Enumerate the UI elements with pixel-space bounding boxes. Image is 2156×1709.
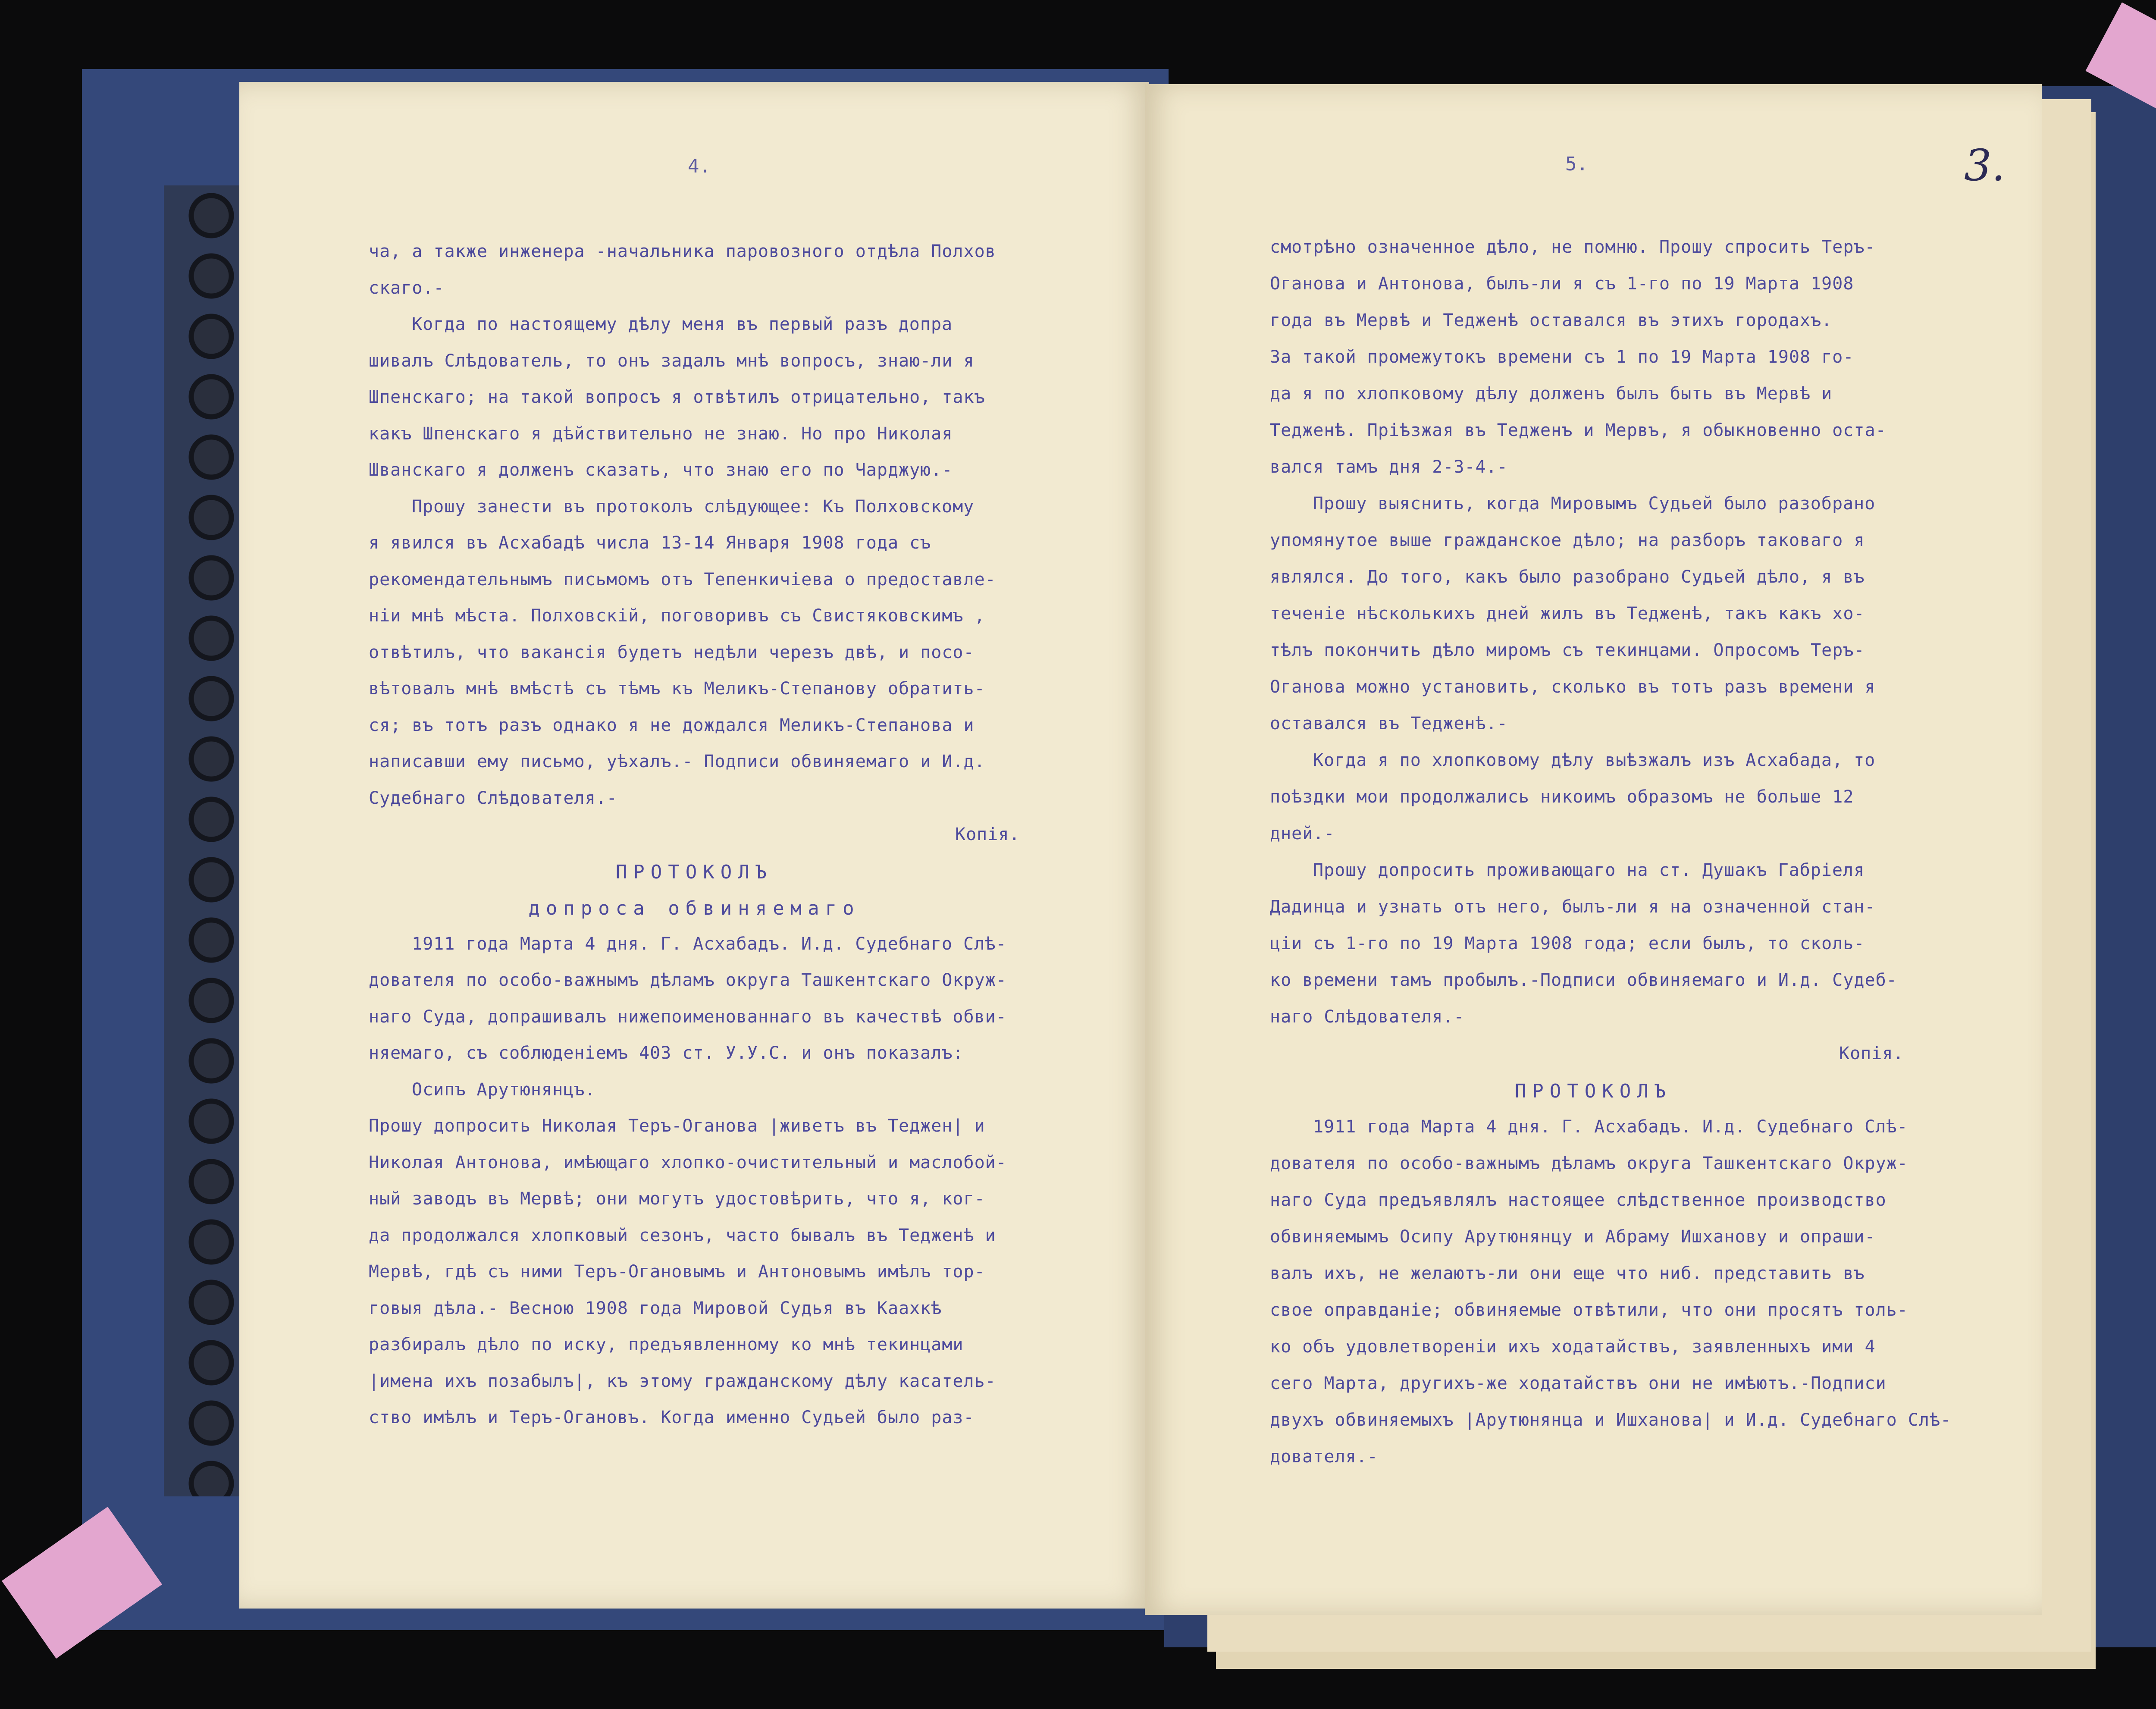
text-line: рекомендательнымъ письмомъ отъ Тепенкичiева о предоставле- [369,569,996,590]
text-line: няемаго, съ соблюденiемъ 403 ст. У.У.С. и онъ показалъ: [369,1043,964,1063]
text-line: Прошу допросить проживающаго на ст. Душакъ Габрiеля [1313,860,1865,880]
text-line: года въ Мервѣ и Тедженѣ оставался въ этихъ городахъ. [1270,310,1833,330]
text-line: вѣтовалъ мнѣ вмѣстѣ съ тѣмъ къ Меликъ-Степанову обратить- [369,679,985,699]
text-line: наго Слѣдователя.- [1270,1007,1465,1027]
text-line: Прошу выяснить, когда Мировымъ Судьей было разобрано [1313,494,1876,514]
text-line: дователя по особо-важнымъ дѣламъ округа Ташкентскаго Окруж- [1270,1154,1908,1173]
text-line: сего Марта, другихъ-же ходатайствъ они не имѣютъ.-Подписи [1270,1373,1887,1393]
text-line: цiи съ 1-го по 19 Марта 1908 года; если былъ, то сколь- [1270,934,1865,953]
text-line: ча, а также инженера -начальника паровозного отдѣла Полхов [369,241,996,261]
text-line: дователя по особо-важнымъ дѣламъ округа Ташкентскаго Окруж- [369,970,1007,990]
text-line: смотрѣно означенное дѣло, не помню. Прошу спросить Теръ- [1270,237,1876,257]
text-line: ко объ удовлетворенiи ихъ ходатайствъ, заявленныхъ ими 4 [1270,1337,1876,1357]
text-line: ПРОТОКОЛЪ [615,861,773,883]
text-line: говыя дѣла.- Весною 1908 года Мировой Судья въ Каахкѣ [369,1298,942,1318]
text-line: За такой промежутокъ времени съ 1 по 19 Марта 1908 го- [1270,347,1854,367]
text-line: Прошу допросить Николая Теръ-Оганова |живетъ въ Теджен| и [369,1116,985,1136]
text-line: двухъ обвиняемыхъ |Арутюнянца и Ишханова| и И.д. Судебнаго Слѣ- [1270,1410,1952,1430]
text-line: ся; въ тотъ разъ однако я не дождался Меликъ-Степанова и [369,715,975,735]
text-line: нiи мнѣ мѣста. Полховскiй, поговоривъ съ Свистяковскимъ , [369,606,985,626]
text-line: |имена ихъ позабылъ|, къ этому гражданскому дѣлу касатель- [369,1371,996,1391]
text-line: Шванскаго я долженъ сказать, что знаю его по Чарджую.- [369,460,953,480]
text-line: отвѣтилъ, что вакансiя будетъ недѣли черезъ двѣ, и посо- [369,642,975,662]
text-line: валъ ихъ, не желаютъ-ли они еще что ниб. представить въ [1270,1264,1865,1283]
text-line: 1911 года Марта 4 дня. Г. Асхабадъ. И.д. Судебнаго Слѣ- [1313,1117,1908,1137]
text-line: ный заводъ въ Мервѣ; они могутъ удостовѣрить, что я, ког- [369,1189,985,1209]
text-line: Прошу занести въ протоколъ слѣдующее: Къ Полховскому [412,496,975,517]
text-line: Когда я по хлопковому дѣлу выѣзжалъ изъ Асхабада, то [1313,750,1876,770]
left-page [239,82,1149,1609]
text-line: Шпенскаго; на такой вопросъ я отвѣтилъ отрицательно, такъ [369,387,985,407]
text-line: 1911 года Марта 4 дня. Г. Асхабадъ. И.д. Судебнаго Слѣ- [412,934,1007,954]
text-line: допроса обвиняемаго [528,897,860,919]
text-line: Оганова и Антонова, былъ-ли я съ 1-го по 19 Марта 1908 [1270,274,1854,294]
text-line: Николая Антонова, имѣющаго хлопко-очистительный и маслобой- [369,1152,1007,1173]
archive-folio-number: 3. [1964,140,2006,191]
text-line: Копiя. [1839,1044,1904,1063]
text-line: оставался въ Тедженѣ.- [1270,714,1508,734]
text-line: скаго.- [369,278,445,298]
text-line: вался тамъ дня 2-3-4.- [1270,457,1508,477]
text-line: свое оправданiе; обвиняемые отвѣтили, что они просятъ толь- [1270,1300,1908,1320]
text-line: поѣздки мои продолжались никоимъ образомъ не больше 12 [1270,787,1854,807]
text-line: наго Суда предъявлялъ настоящее слѣдственное производство [1270,1190,1887,1210]
text-line: Копiя. [955,825,1020,844]
text-line: тѣлъ покончить дѣло миромъ съ текинцами. Опросомъ Теръ- [1270,640,1865,660]
text-line: ПРОТОКОЛЪ [1514,1080,1672,1102]
text-line: являлся. До того, какъ было разобрано Судьей дѣло, я въ [1270,567,1865,587]
text-line: упомянутое выше гражданское дѣло; на разборъ таковаго я [1270,530,1865,550]
text-line: Дадинца и узнать отъ него, былъ-ли я на означенной стан- [1270,897,1876,917]
page-number: 4. [688,155,711,177]
text-line: я явился въ Асхабадѣ числа 13-14 Января 1908 года съ [369,533,931,553]
text-line: разбиралъ дѣло по иску, предъявленному ко мнѣ текинцами [369,1335,964,1355]
text-line: ство имѣлъ и Теръ-Огановъ. Когда именно Судьей было раз- [369,1408,975,1427]
text-line: Тедженѣ. Прiѣзжая въ Тедженъ и Мервъ, я обыкновенно оста- [1270,420,1887,440]
text-line: дней.- [1270,824,1335,844]
text-line: да я по хлопковому дѣлу долженъ былъ быть въ Мервѣ и [1270,384,1833,404]
text-line: ко времени тамъ пробылъ.-Подписи обвиняемаго и И.д. Судеб- [1270,970,1897,990]
text-line: Когда по настоящему дѣлу меня въ первый разъ допра [412,314,953,334]
text-line: написавши ему письмо, уѣхалъ.- Подписи обвиняемаго и И.д. [369,752,985,771]
text-line: дователя.- [1270,1447,1378,1467]
text-line: наго Суда, допрашивалъ нижепоименованнаго въ качествѣ обви- [369,1007,1007,1027]
right-page [1145,84,2042,1615]
text-line: Осипъ Арутюнянцъ. [412,1079,596,1100]
text-line: теченiе нѣсколькихъ дней жилъ въ Тедженѣ, такъ какъ хо- [1270,604,1865,624]
text-line: Оганова можно установить, сколько въ тотъ разъ времени я [1270,677,1876,697]
text-line: обвиняемымъ Осипу Арутюнянцу и Абраму Ишханову и опраши- [1270,1227,1876,1247]
text-line: Мервѣ, гдѣ съ ними Теръ-Огановымъ и Антоновымъ имѣлъ тор- [369,1262,985,1282]
page-number: 5. [1565,153,1588,175]
text-line: шивалъ Слѣдователь, то онъ задалъ мнѣ вопросъ, знаю-ли я [369,351,975,371]
text-line: какъ Шпенскаго я дѣйствительно не знаю. Но про Николая [369,423,953,444]
text-line: да продолжался хлопковый сезонъ, часто бывалъ въ Тедженѣ и [369,1225,996,1245]
text-line: Судебнаго Слѣдователя.- [369,788,617,808]
